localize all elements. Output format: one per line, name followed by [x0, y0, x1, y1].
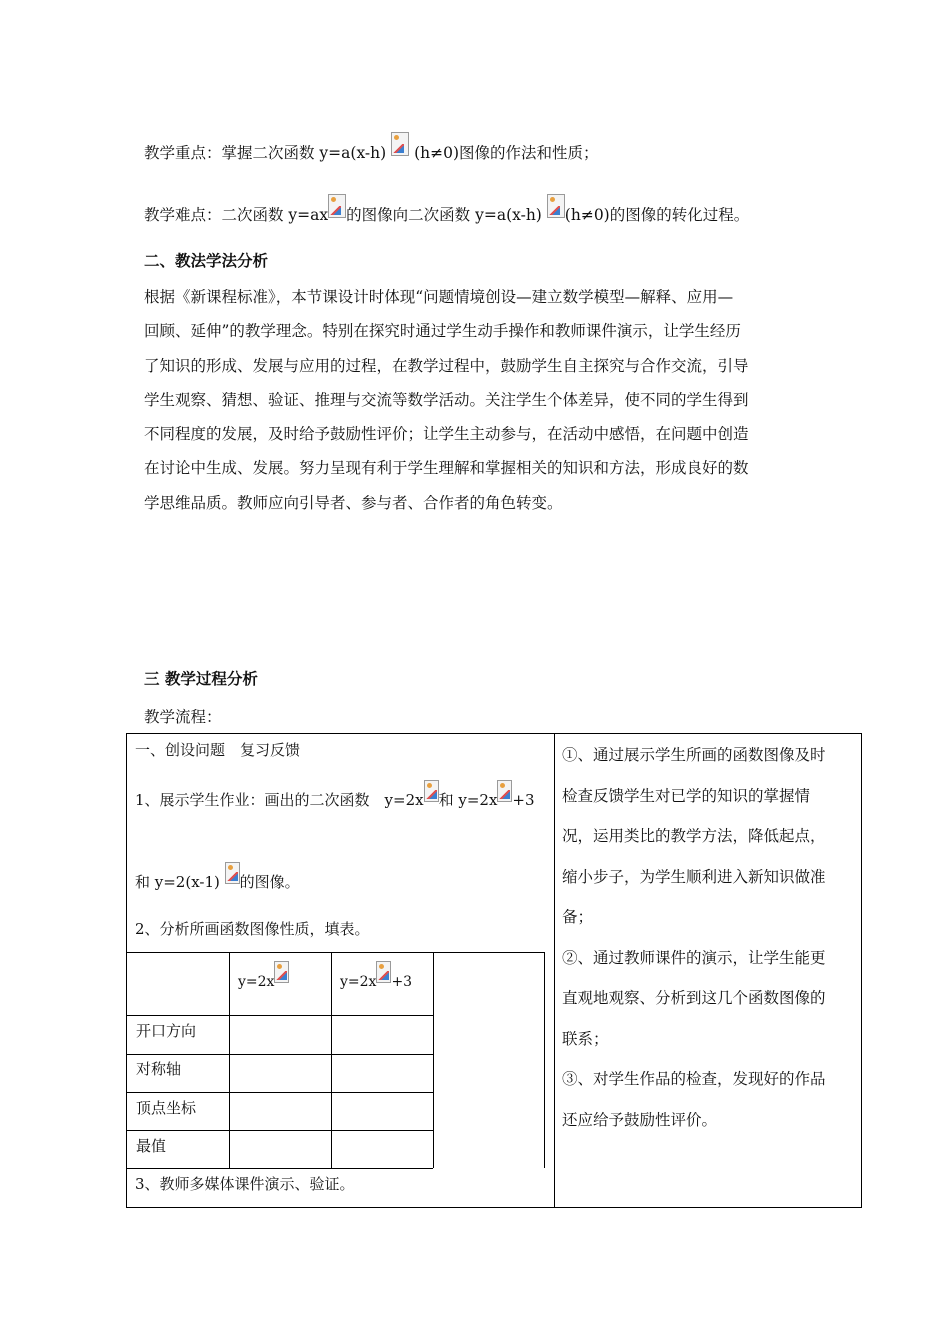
difficulty-mid: 的图像向二次函数 y=a(x-h) [346, 206, 542, 224]
broken-image-icon [547, 194, 565, 218]
inner-row-line [127, 1092, 433, 1093]
table-border-right [861, 733, 862, 1208]
broken-image-icon [376, 961, 391, 983]
inner-row-label: 开口方向 [136, 1022, 197, 1040]
inner-col-line [229, 952, 230, 1168]
paragraph-line: 回顾、延伸”的教学理念。特别在探究时通过学生动手操作和教师课件演示，让学生经历 [144, 322, 741, 341]
table-border-bottom [126, 1207, 862, 1208]
left-item2: 2、分析所画函数图像性质，填表。 [135, 920, 370, 938]
difficulty-pre: 教学难点：二次函数 y=ax [144, 206, 329, 224]
table-border-top [126, 733, 862, 734]
key-point-pre: 教学重点：掌握二次函数 y=a(x-h) [144, 144, 387, 162]
paragraph-line: 了知识的形成、发展与应用的过程，在教学过程中，鼓励学生自主探究与合作交流，引导 [144, 356, 749, 375]
inner-row-line [127, 1054, 433, 1055]
section2-heading: 二、教法学法分析 [144, 251, 269, 270]
note-line: ②、通过教师课件的演示，让学生能更 [562, 948, 826, 967]
left-item1: 1、展示学生作业：画出的二次函数 y=2x 和 y=2x +3 [135, 780, 535, 810]
paragraph-line: 学生观察、猜想、验证、推理与交流等数学活动。关注学生个体差异，使不同的学生得到 [144, 390, 749, 409]
inner-row-line [127, 1130, 433, 1131]
section2-paragraph [144, 280, 824, 520]
inner-row-label: 对称轴 [136, 1060, 182, 1078]
left-title: 一、创设问题 复习反馈 [135, 741, 301, 759]
inner-header-col1: y=2x [238, 961, 289, 990]
paragraph-line: 在讨论中生成、发展。努力呈现有利于学生理解和掌握相关的知识和方法，形成良好的数 [144, 459, 749, 478]
broken-image-icon [497, 780, 512, 802]
note-line: 直观地观察、分析到这几个函数图像的 [562, 989, 826, 1007]
table-border-left [126, 733, 127, 1208]
paragraph-line: 根据《新课程标准》，本节课设计时体现“问题情境创设—建立数学模型—解释、应用— [144, 288, 734, 306]
note-line: 况，运用类比的教学方法，降低起点， [562, 827, 826, 845]
difficulty-line [144, 194, 749, 225]
paragraph-line: 不同程度的发展，及时给予鼓励性评价；让学生主动参与，在活动中感悟，在问题中创造 [144, 425, 749, 444]
note-line: 还应给予鼓励性评价。 [562, 1110, 718, 1129]
difficulty-post: (h≠0)的图像的转化过程。 [564, 206, 750, 224]
note-line: 备； [562, 908, 594, 926]
inner-row-label: 最值 [136, 1137, 167, 1155]
right-cell-notes [562, 735, 858, 1140]
note-line: ①、通过展示学生所画的函数图像及时 [562, 746, 826, 764]
inner-col-line [433, 952, 434, 1168]
key-point-line [144, 132, 599, 163]
inner-row-line [127, 1168, 433, 1169]
key-point-post: (h≠0)图像的作法和性质； [414, 144, 599, 162]
inner-row-line [127, 1015, 433, 1016]
inner-row-label: 顶点坐标 [136, 1099, 197, 1117]
broken-image-icon [274, 961, 289, 983]
flow-label: 教学流程： [144, 708, 222, 726]
inner-col-line [331, 952, 332, 1168]
left-item1b: 和 y=2(x-1) 的图像。 [135, 862, 300, 892]
broken-image-icon [328, 194, 346, 218]
inner-table-top [127, 952, 544, 953]
note-line: ③、对学生作品的检查，发现好的作品 [562, 1070, 826, 1088]
inner-table-right [544, 952, 545, 1168]
paragraph-line: 学思维品质。教师应向引导者、参与者、合作者的角色转变。 [144, 493, 563, 512]
broken-image-icon [225, 862, 240, 884]
broken-image-icon [424, 780, 439, 802]
note-line: 联系； [562, 1029, 609, 1048]
broken-image-icon [391, 132, 409, 156]
left-item3: 3、教师多媒体课件演示、验证。 [135, 1175, 355, 1193]
inner-header-col2: y=2x +3 [340, 961, 412, 990]
note-line: 缩小步子，为学生顺利进入新知识做准 [562, 867, 826, 886]
table-divider [554, 733, 555, 1208]
note-line: 检查反馈学生对已学的知识的掌握情 [562, 786, 811, 805]
section3-heading: 三 教学过程分析 [144, 669, 258, 688]
